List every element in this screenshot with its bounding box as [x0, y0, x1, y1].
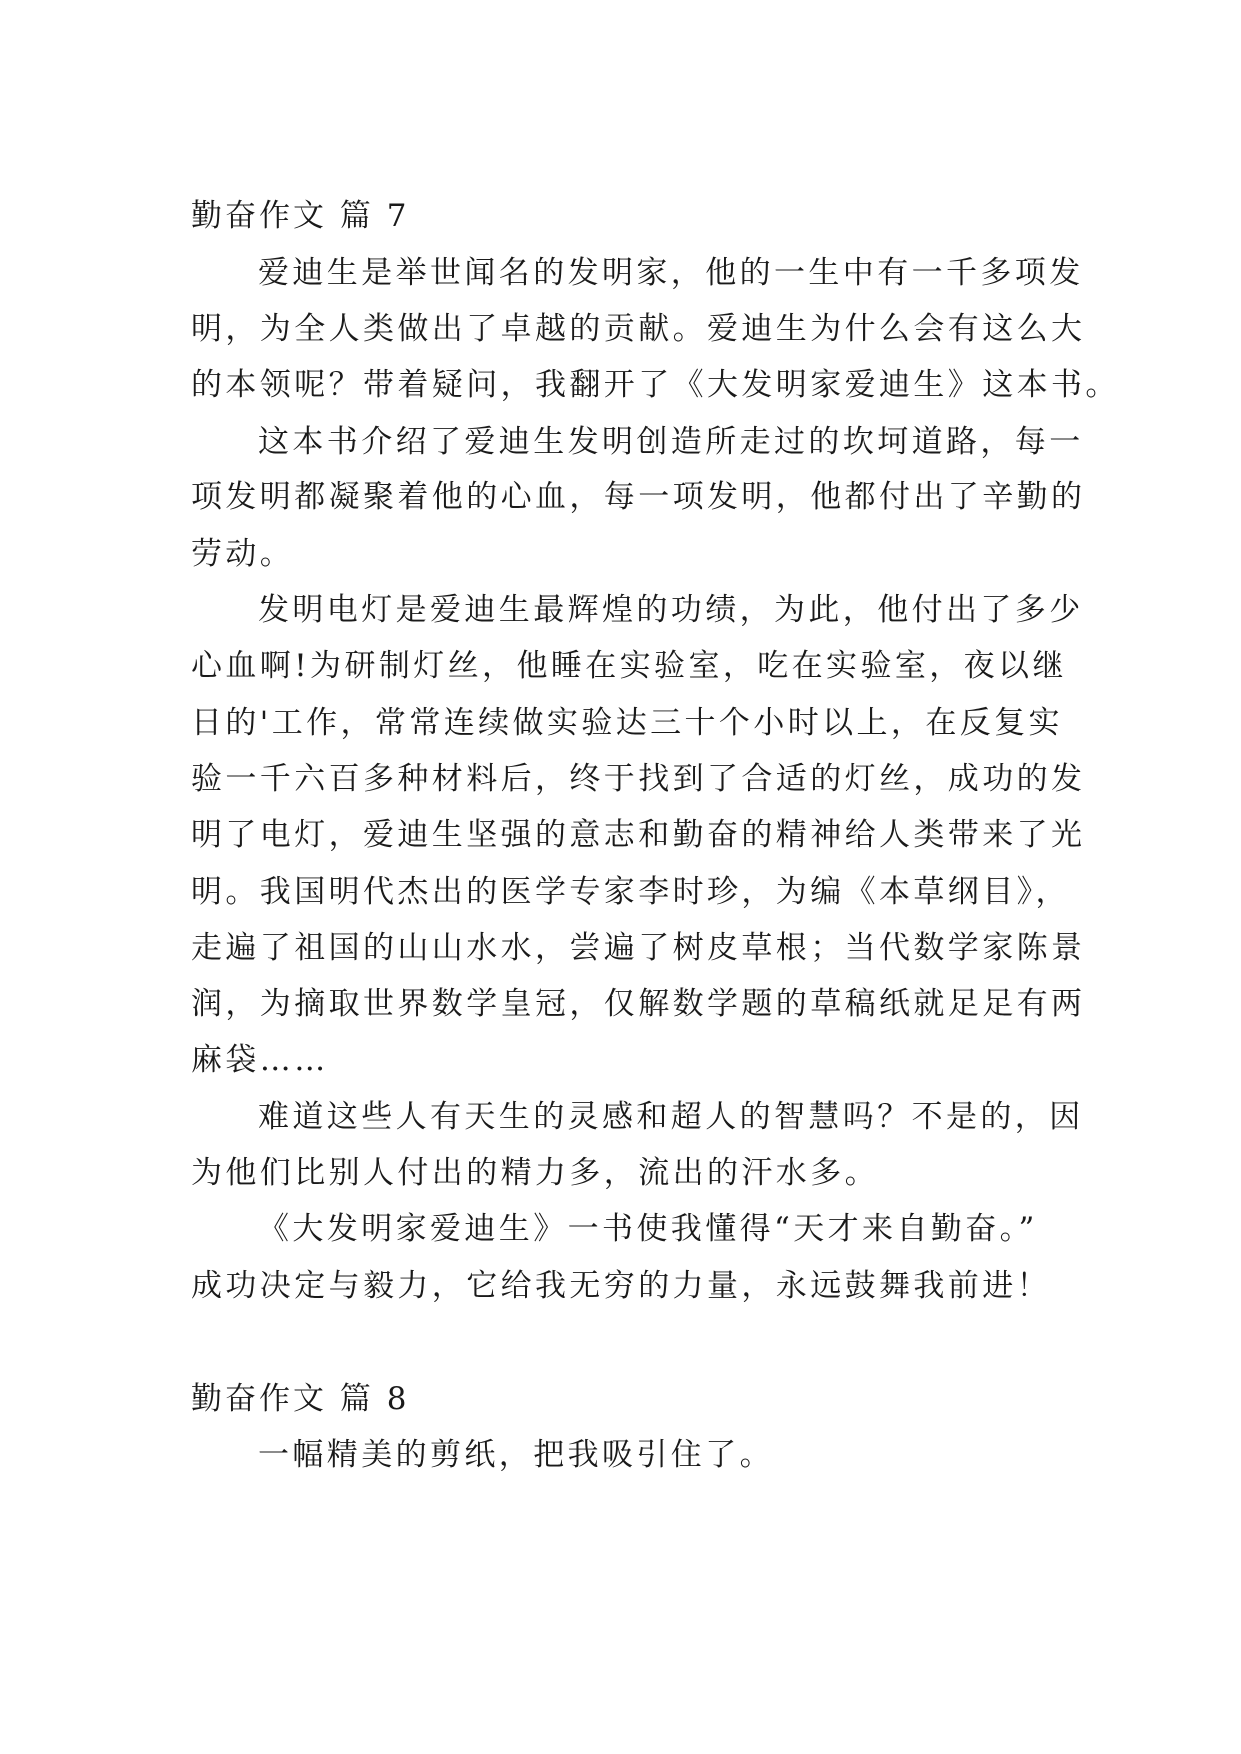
text-line: 明。我国明代杰出的医学专家李时珍，为编《本草纲目》， — [191, 874, 1070, 910]
text-line: 项发明都凝聚着他的心血，每一项发明，他都付出了辛勤的 — [191, 479, 1086, 515]
text-line: 难道这些人有天生的灵感和超人的智慧吗？不是的，因 — [258, 1099, 1084, 1135]
text-line: 日的'工作，常常连续做实验达三十个小时以上，在反复实 — [191, 705, 1063, 741]
section-heading: 勤奋作文 篇 7 — [191, 198, 410, 234]
text-line: 为他们比别人付出的精力多，流出的汗水多。 — [191, 1155, 879, 1191]
text-line: 润，为摘取世界数学皇冠，仅解数学题的草稿纸就足足有两 — [191, 986, 1086, 1022]
text-line: 验一千六百多种材料后，终于找到了合适的灯丝，成功的发 — [191, 761, 1086, 797]
text-line: 明，为全人类做出了卓越的贡献。爱迪生为什么会有这么大 — [191, 311, 1086, 347]
text-line: 劳动。 — [191, 536, 295, 572]
text-line: 一幅精美的剪纸，把我吸引住了。 — [258, 1437, 774, 1473]
text-line: 麻袋…… — [191, 1042, 329, 1078]
text-line: 心血啊!为研制灯丝，他睡在实验室，吃在实验室，夜以继 — [191, 648, 1067, 684]
text-line: 《大发明家爱迪生》一书使我懂得“天才来自勤奋。” — [258, 1211, 1038, 1247]
text-line: 走遍了祖国的山山水水，尝遍了树皮草根；当代数学家陈景 — [191, 930, 1086, 966]
text-line: 爱迪生是举世闻名的发明家，他的一生中有一千多项发 — [258, 255, 1084, 291]
section-heading: 勤奋作文 篇 8 — [191, 1381, 410, 1417]
text-line: 这本书介绍了爱迪生发明创造所走过的坎坷道路，每一 — [258, 424, 1084, 460]
text-line: 发明电灯是爱迪生最辉煌的功绩，为此，他付出了多少 — [258, 592, 1084, 628]
text-line: 成功决定与毅力，它给我无穷的力量，永远鼓舞我前进！ — [191, 1268, 1051, 1304]
text-line: 的本领呢？带着疑问，我翻开了《大发明家爱迪生》这本书。 — [191, 367, 1120, 403]
text-line: 明了电灯，爱迪生坚强的意志和勤奋的精神给人类带来了光 — [191, 817, 1086, 853]
